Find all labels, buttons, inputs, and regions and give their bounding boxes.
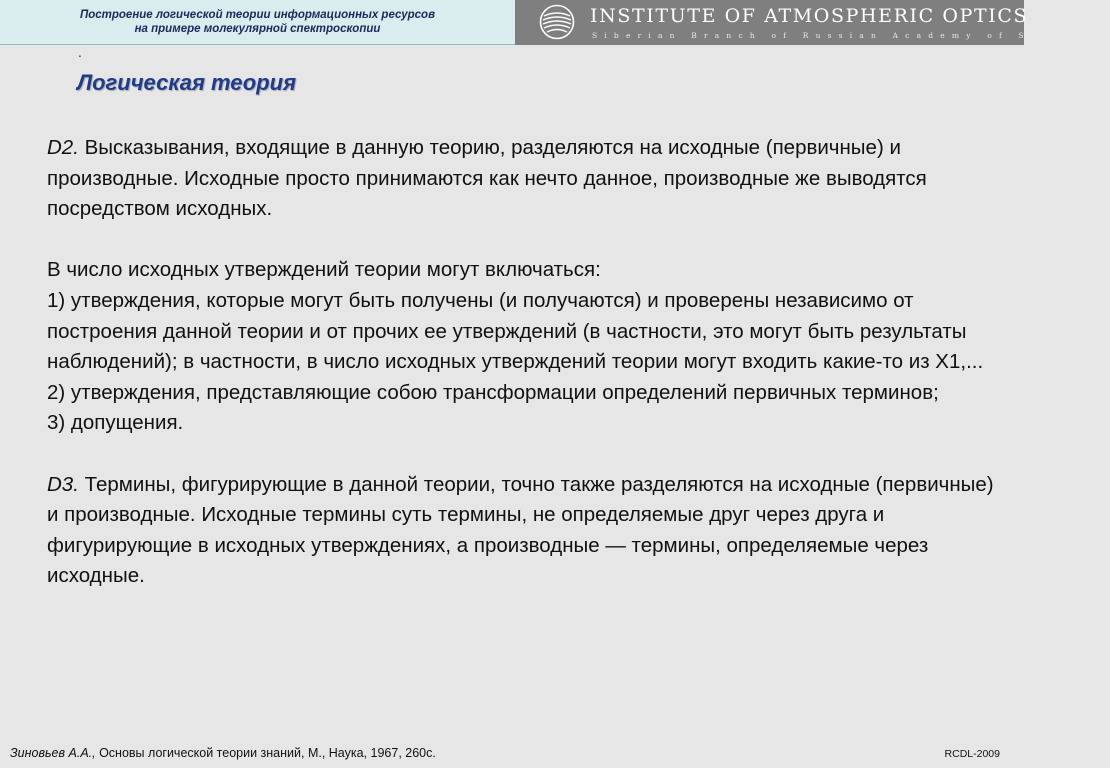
- definition-d3: [47, 470, 1007, 592]
- footer-code: RCDL-2009: [944, 748, 1000, 760]
- presentation-title-banner: [0, 0, 515, 45]
- list-item-2: 2) утверждения, представляющие собою трансформации определений первичных терминов;: [47, 380, 939, 404]
- institute-logo-icon: [539, 4, 575, 40]
- footer-reference: Основы логической теории знаний, М., Наука, 1967, 260с.: [95, 746, 436, 760]
- slide-body: [47, 133, 1007, 592]
- list-item-3: 3) допущения.: [47, 411, 184, 435]
- institute-name: INSTITUTE OF ATMOSPHERIC OPTICS: [590, 5, 1029, 27]
- definition-d2: [47, 133, 1007, 225]
- slide-title: Логическая теория: [77, 70, 297, 95]
- footer-author: Зиновьев А.А.,: [10, 746, 96, 760]
- definition-d2-text: Высказывания, входящие в данную теорию, разделяются на исходные (первичные) и производные. Исходные просто принимаются как нечто данное, производные же выводятся посредством исходных.: [47, 136, 927, 221]
- statements-intro: В число исходных утверждений теории могут включаться:: [47, 258, 601, 282]
- presentation-title-line2: на примере молекулярной спектроскопии: [134, 23, 381, 35]
- definition-d3-label: D3.: [47, 472, 79, 496]
- presentation-title-line1: Построение логической теории информационных ресурсов: [79, 9, 436, 21]
- title-dot: .: [78, 44, 82, 60]
- institute-subtitle: Siberian Branch of Russian Academy of Sciences: [592, 31, 1110, 40]
- list-item-1: 1) утверждения, которые могут быть получены (и получаются) и проверены независимо от построения данной теории и от прочих ее утверждений (в частности, это могут быть результаты наблюдений); в частности, в число исходных утверждений теории могут входить какие-то из Х1,...: [47, 288, 984, 374]
- definition-d2-label: D2.: [47, 136, 79, 159]
- footer-citation: [10, 746, 436, 760]
- institute-banner: [515, 0, 1110, 45]
- definition-d3-text: Термины, фигурирующие в данной теории, точно также разделяются на исходные (первичные) и производные. Исходные термины суть термины, не определяемые друг через друга и фигурирующие в исходных утверждениях, а производные — термины, определяемые через исходные.: [47, 472, 994, 588]
